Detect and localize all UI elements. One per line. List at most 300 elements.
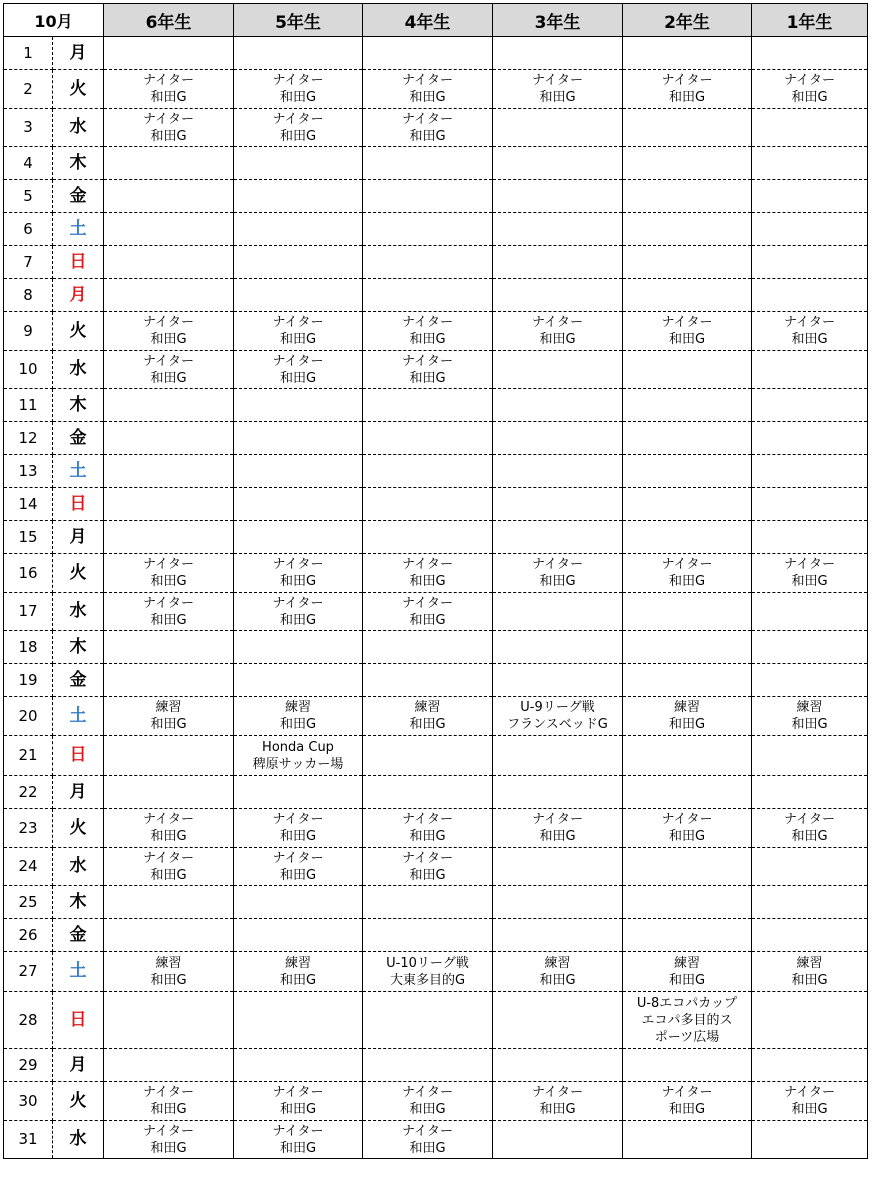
table-row [4,1121,868,1159]
schedule-cell [752,1121,868,1159]
schedule-cell [752,1082,868,1121]
schedule-cell [493,521,623,554]
schedule-cell [493,389,623,422]
schedule-cell [363,312,493,351]
schedule-entry-line: 和田G [791,574,828,589]
schedule-entry-line: 和田G [409,1140,446,1156]
day-number: 24 [4,848,53,886]
schedule-entry-line: 練習 [796,955,823,971]
schedule-cell [493,422,623,455]
schedule-cell [104,422,234,455]
schedule-cell [623,389,752,422]
schedule-entry-line: ナイター [272,353,324,369]
weekday-label: 金 [53,919,104,952]
schedule-entry-line: 和田G [279,717,317,732]
schedule-cell [363,109,493,147]
schedule-cell [752,455,868,488]
schedule-cell [363,488,493,521]
table-row [4,109,868,147]
table-row [4,37,868,70]
schedule-entry-line: ナイター [661,557,713,572]
weekday-label: 日 [53,246,104,279]
day-number: 14 [4,488,53,521]
schedule-cell [752,70,868,109]
schedule-cell [752,809,868,848]
schedule-cell [104,776,234,809]
schedule-entry-line: 大東多目的G [389,972,466,988]
weekday-label: 木 [53,631,104,664]
schedule-cell [363,886,493,919]
day-number: 8 [4,279,53,312]
schedule-cell [104,147,234,180]
schedule-entry-line: 和田G [539,1102,576,1117]
schedule-entry-line: 和田G [668,717,706,732]
table-row [4,554,868,593]
schedule-cell [752,848,868,886]
schedule-entry-line: 和田G [409,128,446,144]
grade-header-1: 1年生 [752,4,868,37]
day-number: 9 [4,312,53,351]
day-number: 7 [4,246,53,279]
weekday-label: 火 [53,1082,104,1121]
schedule-cell [363,246,493,279]
weekday-label: 木 [53,389,104,422]
schedule-cell [493,919,623,952]
schedule-entry-line: ナイター [142,812,195,827]
table-row [4,736,868,776]
schedule-cell [493,697,623,736]
schedule-cell [104,109,234,147]
schedule-cell [623,422,752,455]
month-header: 10月 [4,4,104,37]
weekday-label: 水 [53,593,104,631]
schedule-cell [623,919,752,952]
schedule-cell [623,697,752,736]
schedule-entry-line: 和田G [150,612,187,628]
schedule-entry-line: 和田G [150,972,187,988]
schedule-cell [104,1049,234,1082]
table-row [4,1049,868,1082]
schedule-entry-line: 和田G [539,574,576,589]
schedule-entry-line: ナイター [401,353,454,369]
schedule-cell [493,1121,623,1159]
schedule-entry-line: ナイター [783,812,836,827]
schedule-entry-line: ナイター [661,1085,713,1100]
weekday-label: 土 [53,455,104,488]
schedule-cell [623,776,752,809]
weekday-label: 水 [53,848,104,886]
weekday-label: 木 [53,886,104,919]
table-row [4,1082,868,1121]
weekday-label: 土 [53,213,104,246]
schedule-entry-line: 和田G [150,370,187,386]
day-number: 17 [4,593,53,631]
schedule-cell [752,697,868,736]
schedule-cell [104,455,234,488]
schedule-entry-line: 和田G [668,1102,706,1117]
schedule-cell [363,1121,493,1159]
schedule-entry-line: ナイター [272,111,324,127]
schedule-entry-line: ナイター [401,111,454,127]
schedule-cell [493,992,623,1049]
schedule-cell [234,919,363,952]
schedule-entry-line: 和田G [279,1140,317,1156]
schedule-entry-line: ナイター [531,315,584,330]
schedule-entry-line: U-8エコパカップ [636,995,738,1011]
schedule-cell [104,809,234,848]
schedule-cell [363,70,493,109]
schedule-cell [363,736,493,776]
weekday-label: 月 [53,1049,104,1082]
schedule-cell [363,279,493,312]
schedule-cell [234,776,363,809]
day-number: 20 [4,697,53,736]
schedule-cell [752,521,868,554]
day-number: 25 [4,886,53,919]
schedule-entry-line: 練習 [284,955,311,971]
weekday-label: 火 [53,554,104,593]
schedule-cell [752,37,868,70]
table-row [4,521,868,554]
schedule-entry-line: 和田G [279,867,317,883]
schedule-cell [104,351,234,389]
schedule-entry-line: 和田G [150,1140,187,1156]
weekday-label: 金 [53,664,104,697]
schedule-cell [623,455,752,488]
schedule-entry-line: ナイター [142,595,195,611]
schedule-cell [752,664,868,697]
schedule-cell [752,180,868,213]
table-row [4,992,868,1049]
schedule-cell [493,246,623,279]
schedule-cell [623,246,752,279]
schedule-cell [234,886,363,919]
weekday-label: 日 [53,488,104,521]
schedule-cell [493,848,623,886]
schedule-entry-line: 和田G [539,90,576,105]
schedule-cell [234,279,363,312]
schedule-entry-line: 和田G [150,90,187,105]
schedule-cell [104,521,234,554]
schedule-cell [234,593,363,631]
schedule-entry-line: ナイター [142,315,195,330]
schedule-entry-line: 練習 [414,700,441,715]
schedule-entry-line: 和田G [279,1102,317,1117]
schedule-entry-line: ナイター [401,812,454,827]
schedule-cell [234,37,363,70]
schedule-cell [623,351,752,389]
schedule-entry-line: ナイター [401,850,454,866]
schedule-cell [623,593,752,631]
weekday-label: 月 [53,37,104,70]
schedule-entry-line: ポーツ広場 [654,1029,720,1045]
schedule-entry-line: U-10リーグ戦 [386,955,469,971]
schedule-entry-line: 和田G [668,829,706,844]
schedule-entry-line: ナイター [142,111,195,127]
weekday-label: 木 [53,147,104,180]
schedule-entry-line: ナイター [661,812,713,827]
schedule-cell [363,455,493,488]
schedule-entry-line: 和田G [279,370,317,386]
schedule-entry-line: 和田G [150,574,187,589]
schedule-cell [363,776,493,809]
schedule-entry-line: 練習 [284,700,311,715]
schedule-cell [363,389,493,422]
schedule-cell [363,1082,493,1121]
schedule-cell [104,70,234,109]
table-row [4,886,868,919]
day-number: 1 [4,37,53,70]
schedule-cell [104,992,234,1049]
schedule-entry-line: ナイター [142,1123,195,1139]
schedule-cell [752,554,868,593]
schedule-cell [493,37,623,70]
schedule-entry-line: ナイター [272,595,324,611]
table-row [4,312,868,351]
schedule-entry-line: U-9リーグ戦 [520,700,595,715]
schedule-cell [752,952,868,992]
schedule-cell [363,631,493,664]
schedule-cell [493,631,623,664]
schedule-cell [752,312,868,351]
weekday-label: 金 [53,422,104,455]
schedule-cell [234,455,363,488]
schedule-entry-line: 和田G [791,332,828,347]
schedule-cell [752,389,868,422]
schedule-entry-line: ナイター [401,1085,454,1100]
table-row [4,593,868,631]
schedule-cell [234,848,363,886]
schedule-entry-line: ナイター [272,850,324,866]
schedule-entry-line: 和田G [409,574,446,589]
schedule-cell [363,213,493,246]
schedule-cell [493,488,623,521]
schedule-cell [234,389,363,422]
schedule-cell [234,1082,363,1121]
schedule-cell [363,697,493,736]
weekday-label: 日 [53,736,104,776]
schedule-entry-line: ナイター [272,557,324,572]
schedule-entry-line: ナイター [783,315,836,330]
grade-header-4: 4年生 [363,4,493,37]
weekday-label: 火 [53,70,104,109]
schedule-cell [363,593,493,631]
schedule-entry-line: 和田G [409,90,446,105]
schedule-cell [363,848,493,886]
schedule-cell [363,809,493,848]
grade-header-3: 3年生 [493,4,623,37]
day-number: 16 [4,554,53,593]
schedule-cell [234,180,363,213]
schedule-entry-line: 和田G [150,332,187,347]
table-row [4,70,868,109]
schedule-cell [104,246,234,279]
day-number: 4 [4,147,53,180]
schedule-entry-line: 和田G [279,332,317,347]
schedule-cell [493,70,623,109]
schedule-entry-line: ナイター [142,557,195,572]
schedule-table [3,3,868,1159]
schedule-entry-line: 和田G [668,90,706,105]
schedule-cell [493,952,623,992]
schedule-cell [104,389,234,422]
schedule-cell [752,776,868,809]
schedule-cell [363,351,493,389]
schedule-cell [104,488,234,521]
weekday-label: 月 [53,776,104,809]
schedule-entry-line: ナイター [272,315,324,330]
schedule-cell [234,992,363,1049]
schedule-entry-line: 稗原サッカー場 [252,756,344,772]
schedule-cell [104,697,234,736]
schedule-cell [752,992,868,1049]
schedule-cell [234,554,363,593]
weekday-label: 土 [53,952,104,992]
schedule-cell [752,1049,868,1082]
schedule-cell [752,422,868,455]
schedule-cell [104,213,234,246]
weekday-label: 土 [53,697,104,736]
schedule-entry-line: 練習 [155,700,182,715]
schedule-entry-line: 和田G [791,1102,828,1117]
table-row [4,213,868,246]
schedule-entry-line: ナイター [531,1085,584,1100]
schedule-cell [104,848,234,886]
schedule-cell [234,664,363,697]
day-number: 5 [4,180,53,213]
day-number: 21 [4,736,53,776]
schedule-cell [234,736,363,776]
grade-header-5: 5年生 [234,4,363,37]
schedule-entry-line: 和田G [409,829,446,844]
weekday-label: 火 [53,312,104,351]
schedule-cell [234,312,363,351]
schedule-cell [623,886,752,919]
schedule-entry-line: 和田G [279,612,317,628]
schedule-cell [623,848,752,886]
schedule-cell [493,664,623,697]
schedule-entry-line: ナイター [401,595,454,611]
schedule-entry-line: ナイター [783,73,836,88]
schedule-cell [104,1121,234,1159]
schedule-cell [752,351,868,389]
schedule-entry-line: 和田G [791,829,828,844]
schedule-entry-line: 和田G [279,90,317,105]
schedule-entry-line: ナイター [401,1123,454,1139]
schedule-cell [623,1121,752,1159]
schedule-entry-line: ナイター [272,812,324,827]
day-number: 18 [4,631,53,664]
schedule-cell [623,109,752,147]
schedule-cell [363,952,493,992]
table-row [4,664,868,697]
day-number: 22 [4,776,53,809]
schedule-cell [234,213,363,246]
schedule-entry-line: ナイター [401,73,454,88]
schedule-entry-line: ナイター [783,557,836,572]
schedule-cell [234,147,363,180]
schedule-cell [493,554,623,593]
schedule-cell [104,664,234,697]
schedule-cell [363,37,493,70]
grade-header-2: 2年生 [623,4,752,37]
schedule-cell [363,521,493,554]
schedule-entry-line: 練習 [155,955,182,971]
schedule-cell [493,147,623,180]
schedule-cell [623,1049,752,1082]
schedule-entry-line: フランスベッドG [507,717,608,732]
schedule-entry-line: ナイター [661,315,713,330]
table-row [4,848,868,886]
schedule-cell [234,422,363,455]
schedule-cell [493,809,623,848]
schedule-entry-line: ナイター [401,557,454,572]
schedule-cell [752,488,868,521]
table-row [4,455,868,488]
schedule-entry-line: 和田G [539,332,576,347]
day-number: 28 [4,992,53,1049]
weekday-label: 水 [53,351,104,389]
schedule-entry-line: ナイター [142,850,195,866]
schedule-cell [623,279,752,312]
schedule-cell [104,279,234,312]
table-row [4,246,868,279]
schedule-entry-line: ナイター [142,1085,195,1100]
schedule-cell [623,147,752,180]
schedule-entry-line: 和田G [668,332,706,347]
schedule-entry-line: 和田G [539,972,576,988]
schedule-entry-line: 和田G [409,332,446,347]
weekday-label: 日 [53,992,104,1049]
day-number: 3 [4,109,53,147]
schedule-entry-line: 和田G [409,717,446,732]
schedule-entry-line: ナイター [272,73,324,88]
schedule-entry-line: 和田G [150,128,187,144]
day-number: 2 [4,70,53,109]
schedule-cell [493,776,623,809]
schedule-cell [623,213,752,246]
schedule-cell [104,37,234,70]
schedule-cell [363,919,493,952]
day-number: 29 [4,1049,53,1082]
day-number: 6 [4,213,53,246]
day-number: 12 [4,422,53,455]
schedule-cell [493,593,623,631]
schedule-entry-line: 練習 [544,955,571,971]
day-number: 31 [4,1121,53,1159]
schedule-cell [104,554,234,593]
schedule-cell [752,736,868,776]
schedule-cell [234,70,363,109]
schedule-entry-line: ナイター [531,557,584,572]
schedule-cell [363,147,493,180]
schedule-entry-line: エコパ多目的ス [641,1012,733,1028]
table-row [4,919,868,952]
weekday-label: 月 [53,521,104,554]
schedule-entry-line: 和田G [791,972,828,988]
weekday-label: 水 [53,109,104,147]
schedule-cell [752,593,868,631]
schedule-entry-line: 和田G [539,829,576,844]
schedule-cell [363,554,493,593]
schedule-entry-line: ナイター [142,73,195,88]
schedule-entry-line: ナイター [783,1085,836,1100]
schedule-entry-line: 和田G [150,1102,187,1117]
day-number: 13 [4,455,53,488]
table-row [4,952,868,992]
schedule-entry-line: ナイター [661,73,713,88]
schedule-cell [234,109,363,147]
